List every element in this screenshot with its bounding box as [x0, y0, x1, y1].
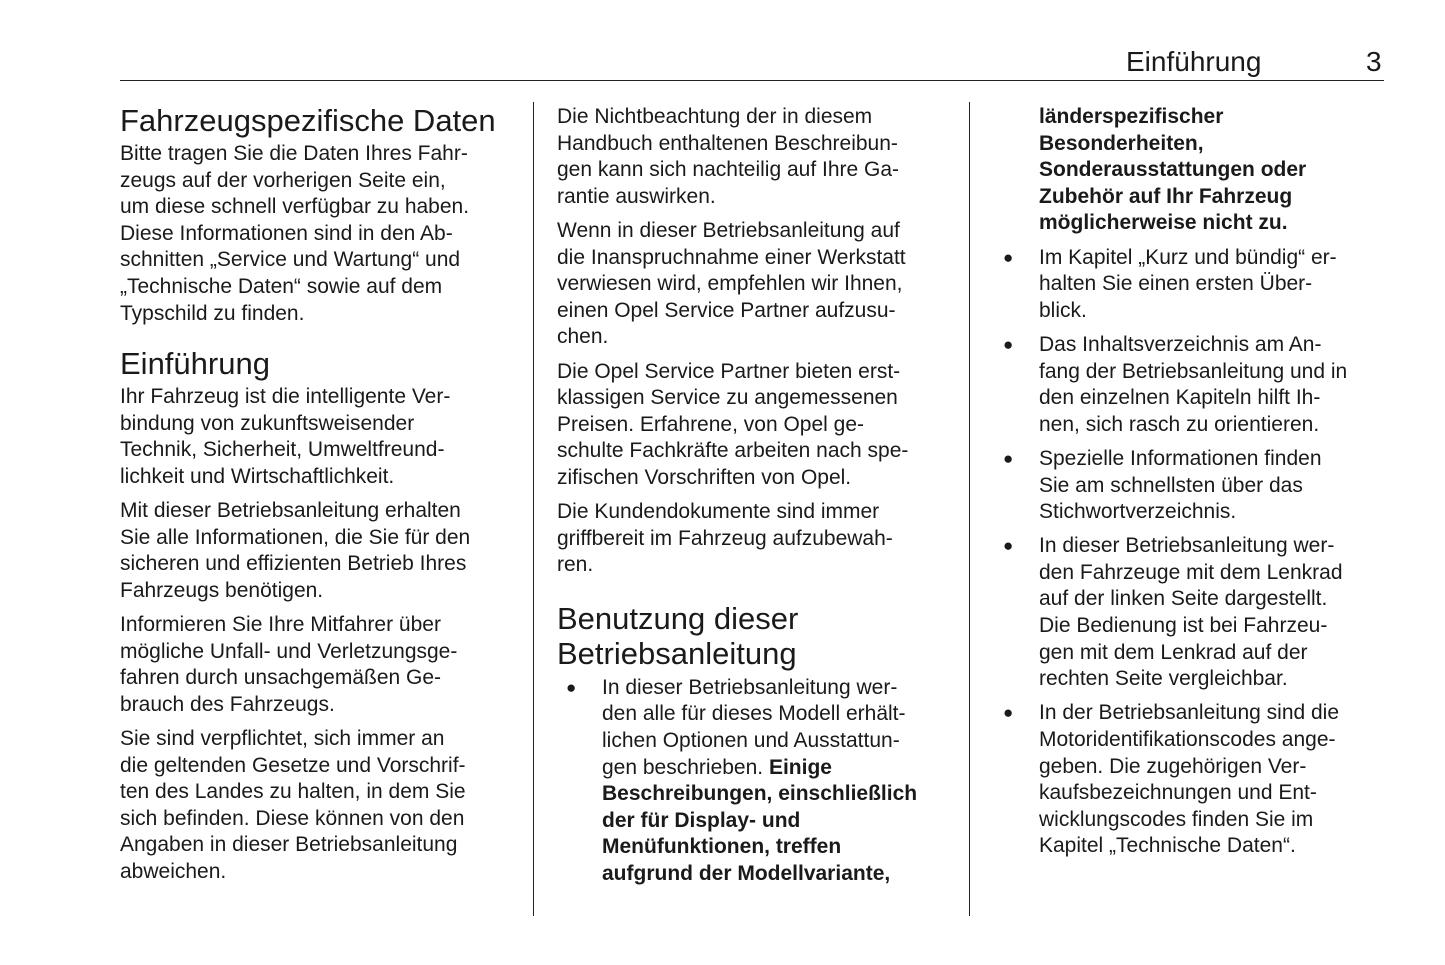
paragraph: Mit dieser Betriebsanleitung erhalten Sie alle Informationen, die Sie für den sicheren und effizienten Betrieb Ihres Fahrzeugs benötigen.	[120, 499, 471, 602]
bullet-continuation: länderspezifischer Besonderheiten, Sonderausstattungen oder Zubehör auf Ihr Fahrzeug möglicherweise nicht zu.	[1039, 105, 1307, 235]
paragraph: Sie sind verpflichtet, sich immer an die geltenden Gesetze und Vorschrif- ten des Landes zu halten, in dem Sie sich befinden. Diese können von den Angaben in dieser Betriebsanleitung abweichen.	[120, 727, 466, 884]
paragraph: Wenn in dieser Betriebsanleitung auf die Inanspruchnahme einer Werkstatt verwiesen wird, empfehlen wir Ihnen, einen Opel Service Partner aufzusu- chen.	[557, 218, 906, 349]
paragraph: Die Kundendokumente sind immer griffbereit im Fahrzeug aufzubewah- ren.	[557, 500, 893, 577]
section-heading-vehicle-data: Fahrzeugspezifische Daten	[120, 103, 496, 138]
column-divider-1	[533, 102, 534, 916]
paragraph: Bitte tragen Sie die Daten Ihres Fahr- zeugs auf der vorherigen Seite ein, um diese schnell verfügbar zu haben. Diese Informationen sind in den Ab- schnitten „Service und Wartung“ und „Technische Daten“ sowie auf dem Typschild zu finden.	[120, 142, 470, 325]
paragraph: Die Opel Service Partner bieten erst- klassigen Service zu angemessenen Preisen. Erfahrene, von Opel ge- schulte Fachkräfte arbeiten nach spe- zifischen Vorschriften von Opel.	[557, 359, 909, 489]
header-rule	[120, 80, 1384, 81]
list-item: ● Im Kapitel „Kurz und bündig“ er- halten Sie einen ersten Über- blick.	[994, 245, 1394, 325]
running-header-title: Einführung	[1126, 46, 1262, 77]
column-3	[994, 104, 1394, 868]
paragraph: Die Nichtbeachtung der in diesem Handbuch enthaltenen Beschreibun- gen kann sich nachteilig auf Ihre Ga- rantie auswirken.	[557, 105, 900, 208]
bullet-list	[994, 245, 1394, 860]
page-number: 3	[1366, 46, 1382, 77]
list-item: ● Spezielle Informationen finden Sie am schnellsten über das Stichwortverzeichnis.	[994, 446, 1394, 526]
list-item: ● In dieser Betriebsanleitung wer- den Fahrzeuge mit dem Lenkrad auf der linken Seite dargestellt. Die Bedienung ist bei Fahrzeu- gen mit dem Lenkrad auf der rechten Seite vergleichbar.	[994, 533, 1394, 693]
column-divider-2	[969, 102, 970, 916]
bullet-list	[557, 675, 957, 888]
section-heading-using-manual: Benutzung dieser Betriebsanleitung	[557, 600, 799, 671]
paragraph: Ihr Fahrzeug ist die intelligente Ver- bindung von zukunftsweisender Technik, Sicherheit, Umweltfreund- lichkeit und Wirtschaftlichkeit.	[120, 385, 451, 488]
list-item: ● In der Betriebsanleitung sind die Motoridentifikationscodes ange- geben. Die zugehörigen Ver- kaufsbezeichnungen und Ent- wicklungscodes finden Sie im Kapitel „Technische Daten“.	[994, 700, 1394, 860]
section-heading-introduction: Einführung	[120, 346, 270, 382]
list-item: ● Das Inhaltsverzeichnis am An- fang der Betriebsanleitung und in den einzelnen Kapiteln hilft Ih- nen, sich rasch zu orientieren.	[994, 332, 1394, 438]
column-1	[120, 103, 515, 893]
column-2	[557, 104, 957, 895]
paragraph: Informieren Sie Ihre Mitfahrer über mögliche Unfall- und Verletzungsge- fahren durch unsachgemäßen Ge- brauch des Fahrzeugs.	[120, 613, 458, 716]
list-item: ● In dieser Betriebsanleitung wer- den alle für dieses Modell erhält- lichen Optionen und Ausstattun- gen beschrieben. Einige Beschreibungen, einschließlich der für Display- und Menüfunktionen, treffen aufgrund der Modellvariante,	[557, 675, 957, 888]
